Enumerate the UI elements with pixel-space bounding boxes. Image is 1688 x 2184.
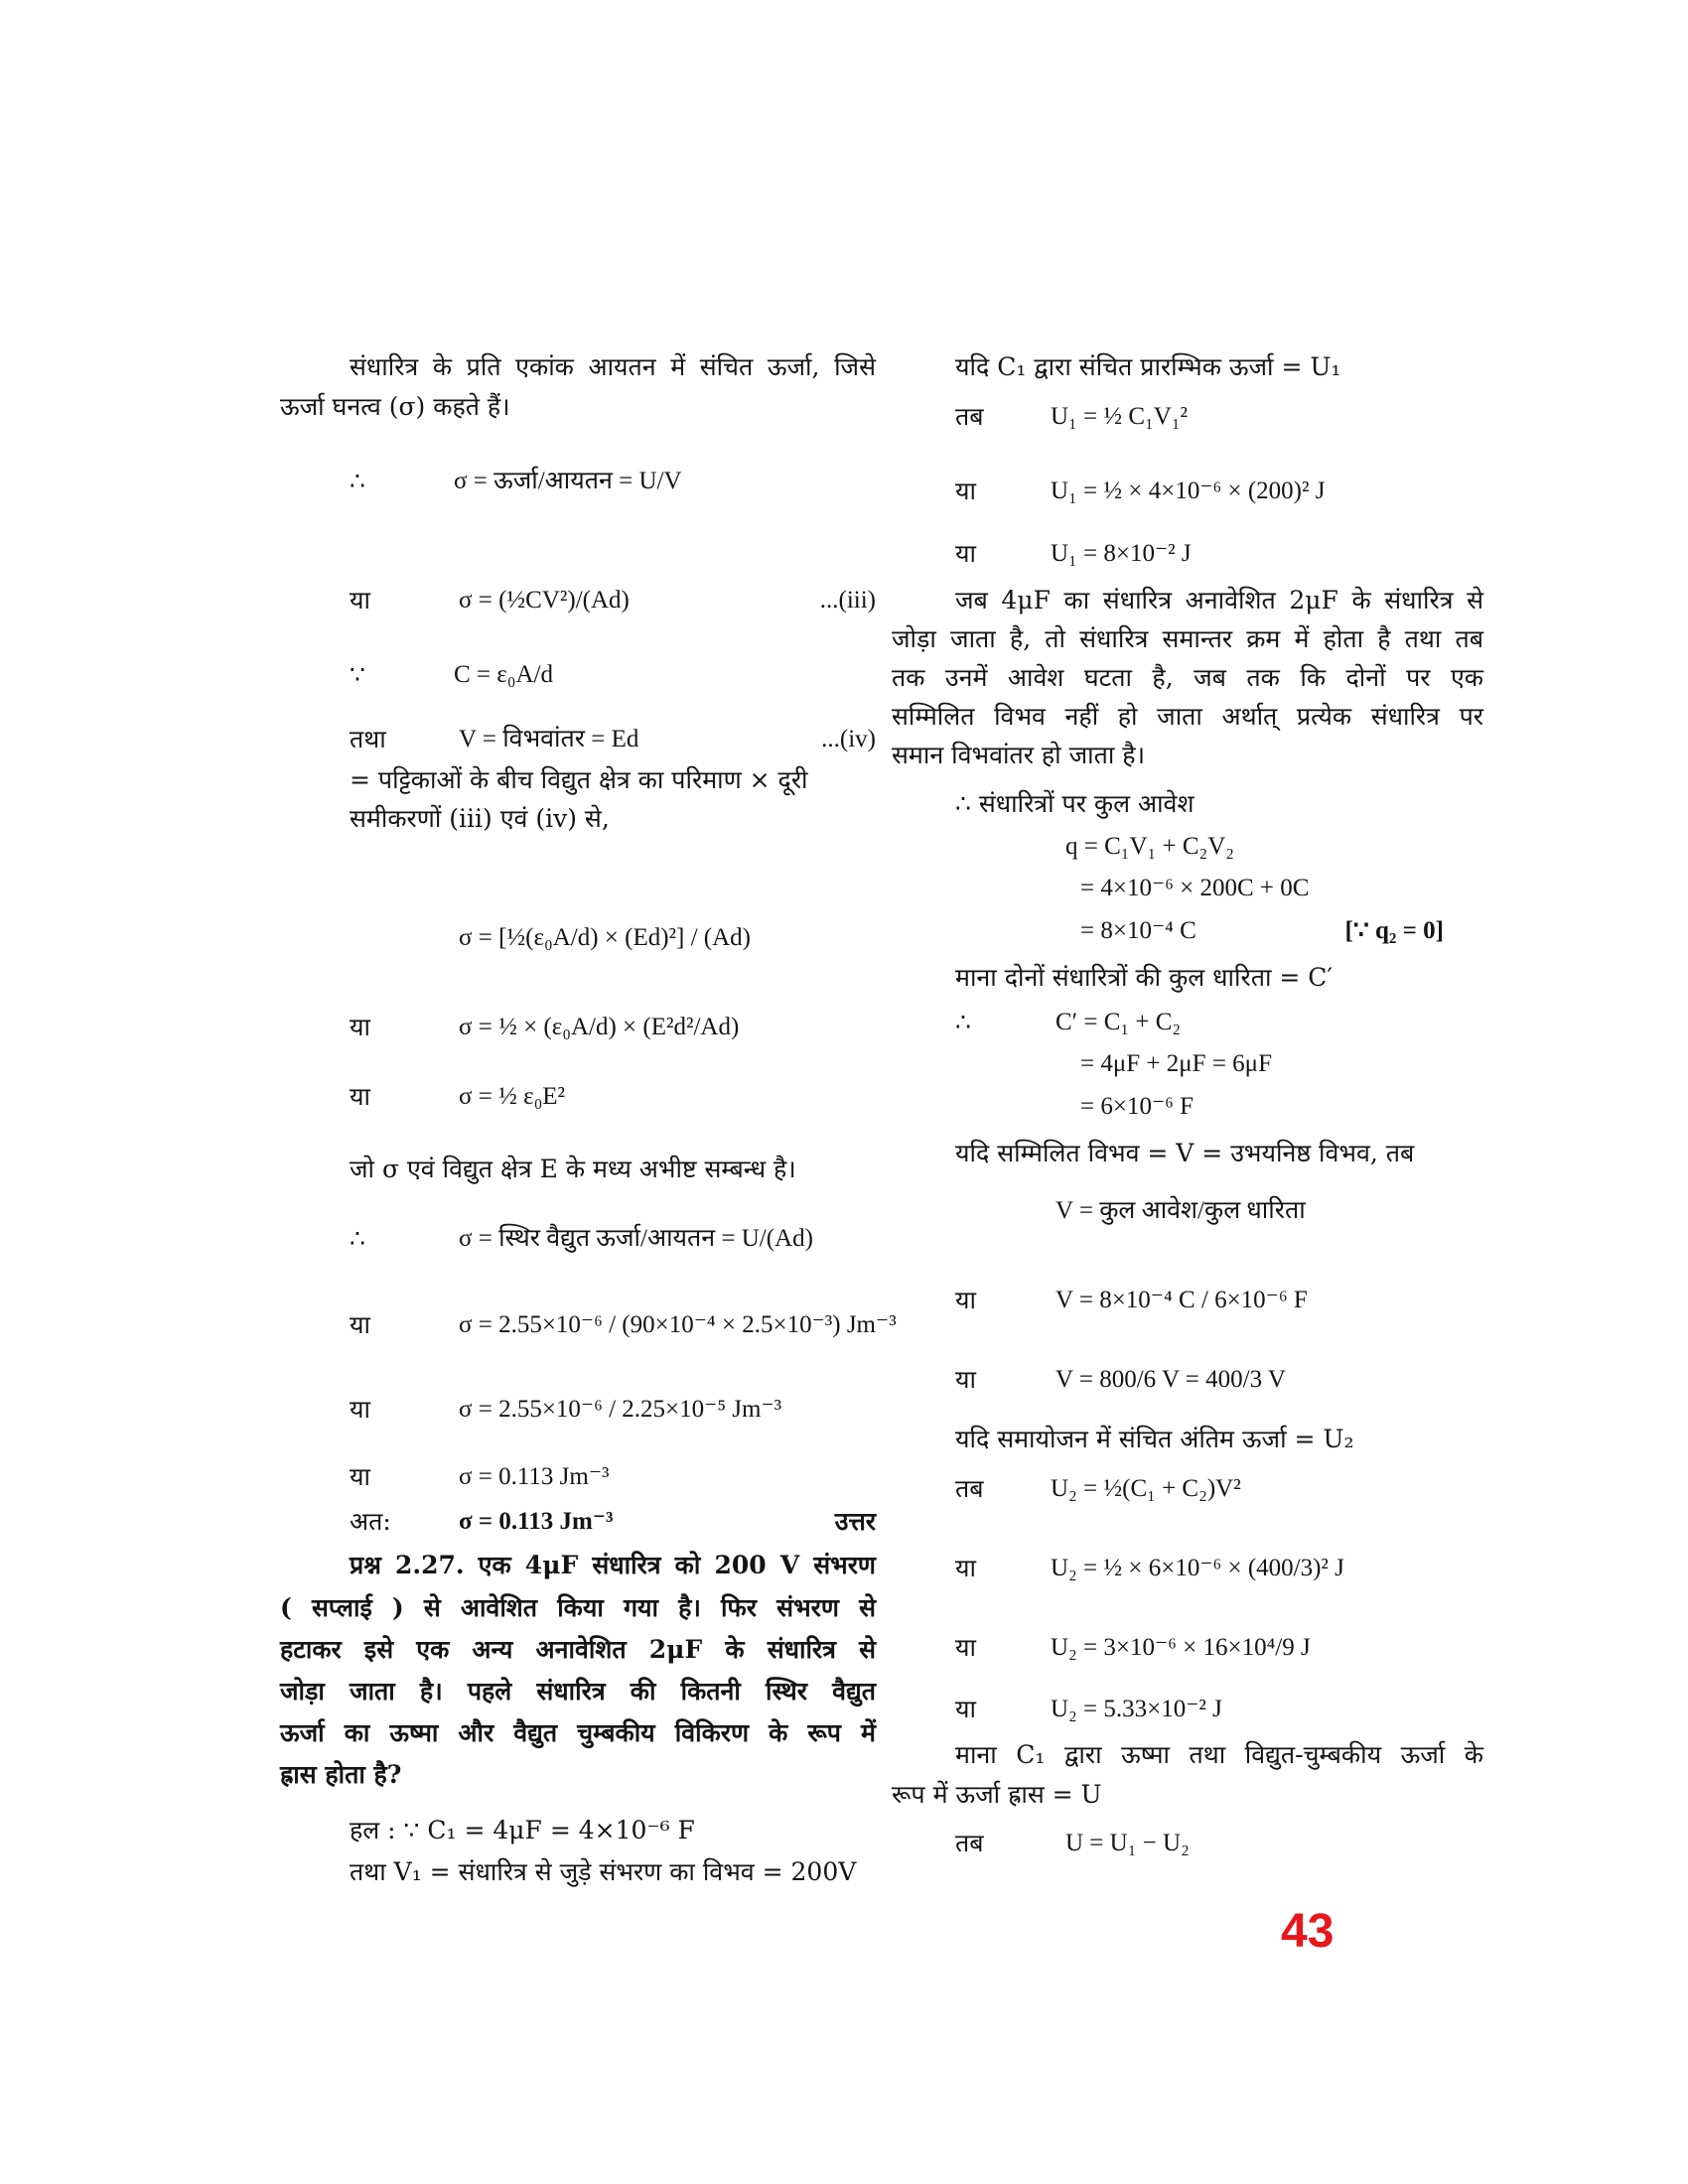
equation-label: या [350,1082,370,1111]
equation: V = विभवांतर = Ed [459,726,639,752]
equation: σ = स्थिर वैद्युत ऊर्जा/आयतन = U/(Ad) [459,1225,813,1252]
equation: U₁ = 8×10⁻² J [1051,540,1192,567]
equation-label: या [350,1395,370,1424]
equation: = 6×10⁻⁶ F [1080,1093,1195,1120]
equation-label: तब [955,402,984,431]
equation: U = U₁ − U₂ [1065,1830,1190,1856]
equation: σ = 0.113 Jm⁻³ [459,1463,610,1490]
equation-label: या [955,1554,976,1582]
paragraph-line: = पट्टिकाओं के बीच विद्युत क्षेत्र का परिमाण × दूरी [350,765,808,794]
equation: C′ = C₁ + C₂ [1055,1009,1182,1035]
paragraph-line: जब 4μF का संधारित्र अनावेशित 2μF के संधारित्र से [955,586,1483,614]
equation-label: तथा [350,725,386,753]
equation: U₂ = 5.33×10⁻² J [1051,1696,1222,1722]
equation: U₁ = ½ × 4×10⁻⁶ × (200)² J [1051,478,1326,504]
equation: σ = 2.55×10⁻⁶ / 2.25×10⁻⁵ Jm⁻³ [459,1396,782,1423]
equation: = 4×10⁻⁶ × 200C + 0C [1080,875,1310,901]
question-line: ह्रास होता है? [280,1760,402,1789]
equation: σ = ½ × (ε₀A/d) × (E²d²/Ad) [459,1014,740,1040]
answer-mark: उत्तर [834,1507,876,1536]
equation: σ = 0.113 Jm⁻³ [459,1508,614,1535]
paragraph-line: ∴ संधारित्रों पर कुल आवेश [955,789,1195,818]
equation: V = 800/6 V = 400/3 V [1055,1366,1286,1393]
question-line: हटाकर इसे एक अन्य अनावेशित 2μF के संधारित्र से [280,1635,876,1664]
equation: = 8×10⁻⁴ C [1080,917,1196,944]
equation: σ = ऊर्जा/आयतन = U/V [454,468,682,494]
equation-label: तब [955,1829,984,1857]
equation: q = C₁V₁ + C₂V₂ [1065,833,1235,860]
equation: σ = [½(ε₀A/d) × (Ed)²] / (Ad) [459,924,752,951]
equation-label: ∴ [350,467,365,495]
equation-label: ∴ [350,1224,365,1253]
paragraph-line: सम्मिलित विभव नहीं हो जाता अर्थात् प्रत्येक संधारित्र पर [892,702,1483,731]
equation-label: या [350,1013,370,1041]
paragraph-line: रूप में ऊर्जा ह्रास = U [892,1780,1102,1809]
paragraph-line: यदि C₁ द्वारा संचित प्रारम्भिक ऊर्जा = U₁ [955,352,1341,381]
paragraph-line: जोड़ा जाता है, तो संधारित्र समान्तर क्रम में होता है तथा तब [892,624,1483,653]
equation-label: या [955,477,976,505]
equation-tag: [∵ q₂ = 0] [1344,917,1444,944]
page-number: 43 [1281,1905,1335,1958]
equation: C = ε₀A/d [454,661,553,688]
paragraph-line: ऊर्जा घनत्व (σ) कहते हैं। [280,392,510,421]
question-line: जोड़ा जाता है। पहले संधारित्र की कितनी स्थिर वैद्युत [280,1677,876,1706]
question-line: ( सप्लाई ) से आवेशित किया गया है। फिर संभरण से [280,1593,876,1622]
equation-label: तब [955,1474,984,1503]
equation-tag: ...(iii) [819,587,876,614]
paragraph-line: समीकरणों (iii) एवं (iv) से, [350,804,610,833]
question-line: प्रश्न 2.27. एक 4μF संधारित्र को 200 V संभरण [350,1551,876,1579]
equation: V = 8×10⁻⁴ C / 6×10⁻⁶ F [1055,1287,1308,1313]
equation: σ = (½CV²)/(Ad) [459,587,630,614]
equation: U₂ = 3×10⁻⁶ × 16×10⁴/9 J [1051,1634,1311,1661]
paragraph-line: यदि सम्मिलित विभव = V = उभयनिष्ठ विभव, तब [955,1139,1415,1167]
paragraph-line: संधारित्र के प्रति एकांक आयतन में संचित ऊर्जा, जिसे [350,352,876,381]
question-line: ऊर्जा का ऊष्मा और वैद्युत चुम्बकीय विकिरण के रूप में [280,1718,876,1747]
equation-label: या [350,1462,370,1491]
equation-label: या [955,1633,976,1662]
solution-line: हल : ∵ C₁ = 4μF = 4×10⁻⁶ F [350,1816,695,1844]
equation: σ = 2.55×10⁻⁶ / (90×10⁻⁴ × 2.5×10⁻³) Jm⁻³ [459,1311,897,1338]
equation: σ = ½ ε₀E² [459,1083,566,1110]
equation-label: या [955,539,976,568]
equation: U₂ = ½(C₁ + C₂)V² [1051,1475,1241,1502]
equation-label: या [955,1286,976,1314]
paragraph-line: माना दोनों संधारित्रों की कुल धारिता = C′ [955,963,1334,992]
equation: U₁ = ½ C₁V₁² [1051,403,1189,430]
paragraph-line: माना C₁ द्वारा ऊष्मा तथा विद्युत-चुम्बकीय ऊर्जा के [955,1740,1483,1769]
equation-label: या [955,1365,976,1394]
paragraph-line: जो σ एवं विद्युत क्षेत्र E के मध्य अभीष्ट सम्बन्ध है। [350,1155,796,1183]
equation: U₂ = ½ × 6×10⁻⁶ × (400/3)² J [1051,1555,1344,1581]
equation-label: या [350,586,370,614]
equation-label: अत: [350,1507,391,1536]
equation-label: या [350,1310,370,1339]
equation: = 4μF + 2μF = 6μF [1080,1050,1272,1077]
equation-tag: ...(iv) [821,726,876,752]
equation-label: या [955,1695,976,1723]
paragraph-line: समान विभवांतर हो जाता है। [892,741,1146,769]
equation: V = कुल आवेश/कुल धारिता [1055,1197,1306,1224]
solution-line: तथा V₁ = संधारित्र से जुड़े संभरण का विभव = 200V [350,1857,857,1886]
equation-label: ∴ [955,1008,971,1036]
paragraph-line: यदि समायोजन में संचित अंतिम ऊर्जा = U₂ [955,1425,1354,1453]
equation-label: ∵ [350,660,365,689]
paragraph-line: तक उनमें आवेश घटता है, जब तक कि दोनों पर एक [892,663,1483,692]
